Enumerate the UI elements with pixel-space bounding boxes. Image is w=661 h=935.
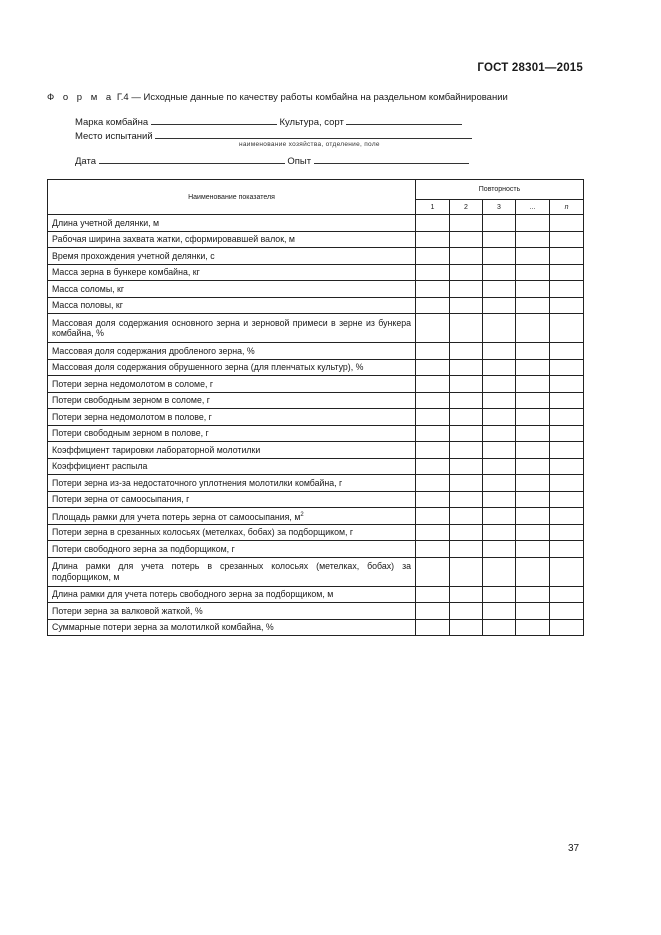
indicator-label: Массовая доля содержания дробленого зерна, % [52,345,255,356]
value-cell[interactable] [450,586,483,603]
experiment-blank[interactable] [314,153,469,164]
table-row [48,541,584,558]
value-cell[interactable] [416,264,450,281]
value-cell[interactable] [483,619,516,636]
value-cell[interactable] [483,524,516,541]
value-cell[interactable] [550,541,584,558]
value-cell[interactable] [550,215,584,232]
table-row [48,475,584,492]
value-cell[interactable] [416,314,450,343]
experiment-label: Опыт [287,156,312,167]
value-cell[interactable] [516,359,550,376]
value-cell[interactable] [450,376,483,393]
value-cell[interactable] [516,524,550,541]
table-row [48,281,584,298]
repetition-header: Повторность [416,180,584,200]
value-cell[interactable] [483,248,516,265]
value-cell[interactable] [550,376,584,393]
value-cell[interactable] [516,231,550,248]
indicator-name [48,491,416,508]
indicator-label: Массовая доля содержания основного зерна и зерновой примеси в зерне из бункера комбайна, % [52,317,411,338]
value-cell[interactable] [483,215,516,232]
value-cell[interactable] [550,475,584,492]
repetition-col-1: 1 [416,200,450,215]
value-cell[interactable] [450,248,483,265]
indicator-label: Потери свободного зерна за подборщиком, г [52,543,235,554]
date-row [75,153,469,167]
value-cell[interactable] [416,586,450,603]
value-cell[interactable] [416,475,450,492]
table-row [48,376,584,393]
indicator-label: Длина рамки для учета потерь свободного зерна за подборщиком, м [52,589,334,599]
value-cell[interactable] [483,586,516,603]
indicator-label: Потери зерна из-за недостаточного уплотнения молотилки комбайна, г [52,477,343,488]
value-cell[interactable] [450,442,483,459]
table-row [48,314,584,343]
form-label: Ф о р м а [47,92,115,103]
value-cell[interactable] [516,458,550,475]
value-cell[interactable] [450,409,483,426]
indicator-label: Длина учетной делянки, м [52,217,160,228]
indicator-label: Время прохождения учетной делянки, с [52,250,215,261]
indicator-label: Рабочая ширина захвата жатки, сформировавшей валок, м [52,234,295,244]
value-cell[interactable] [483,264,516,281]
value-cell[interactable] [516,619,550,636]
indicator-name [48,264,416,281]
indicator-name [48,475,416,492]
value-cell[interactable] [550,425,584,442]
indicator-name [48,297,416,314]
date-blank[interactable] [99,153,285,164]
combine-brand-blank[interactable] [151,114,277,125]
table-row [48,343,584,360]
value-cell[interactable] [450,231,483,248]
value-cell[interactable] [450,314,483,343]
value-cell[interactable] [516,425,550,442]
test-site-row [75,128,472,142]
value-cell[interactable] [483,508,516,525]
value-cell[interactable] [450,603,483,620]
indicator-label: Потери зерна за валковой жаткой, % [52,605,203,616]
table-row [48,359,584,376]
indicator-name [48,508,416,525]
indicator-label: Масса половы, кг [52,300,123,310]
value-cell[interactable] [483,314,516,343]
value-cell[interactable] [516,586,550,603]
value-cell[interactable] [450,524,483,541]
table-row [48,619,584,636]
value-cell[interactable] [416,248,450,265]
value-cell[interactable] [483,297,516,314]
indicator-label: Масса соломы, кг [52,283,125,294]
indicator-name [48,557,416,586]
value-cell[interactable] [516,491,550,508]
value-cell[interactable] [416,603,450,620]
value-cell[interactable] [416,359,450,376]
crop-variety-blank[interactable] [346,114,462,125]
indicator-name [48,376,416,393]
table-row [48,603,584,620]
value-cell[interactable] [483,409,516,426]
value-cell[interactable] [416,409,450,426]
value-cell[interactable] [416,343,450,360]
value-cell[interactable] [550,508,584,525]
value-cell[interactable] [516,442,550,459]
indicator-label: Потери свободным зерном в полове, г [52,428,209,438]
value-cell[interactable] [416,541,450,558]
test-site-blank[interactable] [155,128,472,139]
value-cell[interactable] [483,281,516,298]
indicator-name [48,343,416,360]
value-cell[interactable] [416,524,450,541]
value-cell[interactable] [516,603,550,620]
indicator-name [48,619,416,636]
value-cell[interactable] [483,442,516,459]
value-cell[interactable] [416,425,450,442]
value-cell[interactable] [450,359,483,376]
value-cell[interactable] [450,215,483,232]
indicator-name [48,458,416,475]
value-cell[interactable] [450,475,483,492]
indicator-label: Коэффициент распыла [52,461,148,471]
date-label: Дата [75,156,97,167]
value-cell[interactable] [550,458,584,475]
indicator-name [48,359,416,376]
value-cell[interactable] [483,603,516,620]
table-row [48,297,584,314]
combine-brand-label: Марка комбайна [75,117,149,128]
table-row [48,409,584,426]
indicator-name-header: Наименование показателя [48,180,416,215]
value-cell[interactable] [416,557,450,586]
value-cell[interactable] [550,442,584,459]
value-cell[interactable] [550,343,584,360]
indicator-label: Потери зерна в срезанных колосьях (метелках, бобах) за подборщиком, г [52,527,354,537]
value-cell[interactable] [483,392,516,409]
indicator-label: Коэффициент тарировки лабораторной молотилки [52,444,261,455]
table-row [48,264,584,281]
value-cell[interactable] [416,491,450,508]
value-cell[interactable] [450,297,483,314]
table-row [48,442,584,459]
value-cell[interactable] [416,281,450,298]
value-cell[interactable] [550,586,584,603]
repetition-col-n: n [550,200,584,215]
value-cell[interactable] [450,458,483,475]
value-cell[interactable] [416,376,450,393]
form-title-text: — Исходные данные по качеству работы комбайна на раздельном комбайнировании [131,92,508,103]
indicator-name [48,603,416,620]
value-cell[interactable] [550,409,584,426]
value-cell[interactable] [550,281,584,298]
value-cell[interactable] [550,314,584,343]
value-cell[interactable] [416,215,450,232]
test-site-label: Место испытаний [75,131,153,142]
table-row [48,231,584,248]
value-cell[interactable] [550,297,584,314]
indicator-label: Длина рамки для учета потерь в срезанных колосьях (метелках, бобах) за подборщиком, м [52,561,411,582]
value-cell[interactable] [550,392,584,409]
value-cell[interactable] [483,376,516,393]
table-row [48,425,584,442]
value-cell[interactable] [516,541,550,558]
table-row [48,557,584,586]
value-cell[interactable] [516,248,550,265]
indicator-label: Потери зерна от самоосыпания, г [52,494,190,504]
value-cell[interactable] [550,491,584,508]
table-row [48,508,584,525]
value-cell[interactable] [516,343,550,360]
table-row [48,586,584,603]
indicator-label: Массовая доля содержания обрушенного зерна (для пленчатых культур), % [52,362,364,372]
value-cell[interactable] [516,376,550,393]
value-cell[interactable] [516,314,550,343]
value-cell[interactable] [450,425,483,442]
indicator-label: Суммарные потери зерна за молотилкой комбайна, % [52,622,274,632]
standard-designation: ГОСТ 28301—2015 [477,62,583,74]
indicator-name [48,442,416,459]
table-row [48,491,584,508]
form-title [47,92,508,103]
indicator-label: Масса зерна в бункере комбайна, кг [52,267,200,277]
repetition-col-ellipsis: ... [516,200,550,215]
indicator-name [48,248,416,265]
indicator-name [48,409,416,426]
value-cell[interactable] [450,281,483,298]
table-row [48,392,584,409]
value-cell[interactable] [516,264,550,281]
value-cell[interactable] [550,619,584,636]
value-cell[interactable] [483,343,516,360]
indicator-name [48,231,416,248]
test-site-hint: наименование хозяйства, отделение, поле [239,141,380,148]
indicator-label: Потери зерна недомолотом в соломе, г [52,378,214,389]
value-cell[interactable] [516,475,550,492]
value-cell[interactable] [550,248,584,265]
value-cell[interactable] [516,508,550,525]
form-number: Г.4 [116,92,129,103]
table-row [48,248,584,265]
value-cell[interactable] [483,359,516,376]
value-cell[interactable] [416,231,450,248]
indicator-name [48,524,416,541]
value-cell[interactable] [483,231,516,248]
table-row [48,215,584,232]
value-cell[interactable] [483,541,516,558]
indicator-label: Потери свободным зерном в соломе, г [52,395,210,405]
value-cell[interactable] [416,442,450,459]
quality-data-table [47,179,584,636]
indicator-name [48,215,416,232]
indicator-name [48,281,416,298]
combine-brand-row [75,114,462,128]
indicator-name [48,314,416,343]
indicator-name [48,392,416,409]
value-cell[interactable] [550,557,584,586]
value-cell[interactable] [483,491,516,508]
value-cell[interactable] [516,409,550,426]
value-cell[interactable] [483,475,516,492]
value-cell[interactable] [516,215,550,232]
value-cell[interactable] [450,508,483,525]
value-cell[interactable] [450,557,483,586]
crop-variety-label: Культура, сорт [279,117,344,128]
indicator-label: Площадь рамки для учета потерь зерна от самоосыпания, м [52,511,301,522]
value-cell[interactable] [450,541,483,558]
value-cell[interactable] [516,557,550,586]
value-cell[interactable] [416,392,450,409]
repetition-col-2: 2 [450,200,483,215]
value-cell[interactable] [483,458,516,475]
value-cell[interactable] [550,264,584,281]
value-cell[interactable] [416,297,450,314]
indicator-name [48,586,416,603]
table-row [48,524,584,541]
page-number: 37 [568,843,580,854]
value-cell[interactable] [550,603,584,620]
value-cell[interactable] [516,281,550,298]
value-cell[interactable] [450,491,483,508]
value-cell[interactable] [516,392,550,409]
value-cell[interactable] [450,392,483,409]
indicator-name [48,541,416,558]
value-cell[interactable] [450,264,483,281]
value-cell[interactable] [550,231,584,248]
value-cell[interactable] [483,425,516,442]
table-row [48,458,584,475]
value-cell[interactable] [550,524,584,541]
value-cell[interactable] [483,557,516,586]
indicator-label: Потери зерна недомолотом в полове, г [52,411,212,422]
indicator-name [48,425,416,442]
value-cell[interactable] [516,297,550,314]
value-cell[interactable] [416,458,450,475]
area-unit-exponent: 2 [300,511,304,518]
value-cell[interactable] [550,359,584,376]
value-cell[interactable] [416,508,450,525]
value-cell[interactable] [416,619,450,636]
value-cell[interactable] [450,343,483,360]
repetition-col-3: 3 [483,200,516,215]
value-cell[interactable] [450,619,483,636]
